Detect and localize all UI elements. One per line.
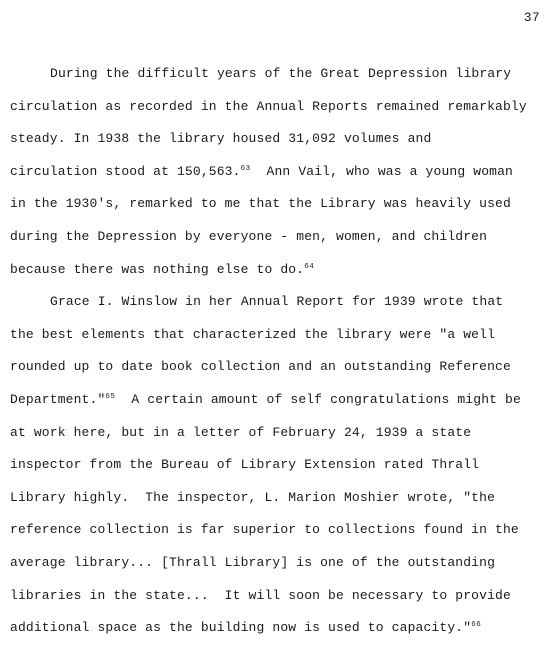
line-text: rounded up to date book collection and an outstanding Reference xyxy=(10,359,511,375)
text-line xyxy=(10,58,546,91)
line-text: Ann Vail, who was a young woman xyxy=(250,163,514,179)
line-text: during the Depression by everyone - men, women, and children xyxy=(10,228,488,244)
text-line xyxy=(10,254,546,287)
line-text: steady. In 1938 the library housed 31,092 volumes and xyxy=(10,131,432,147)
text-line xyxy=(10,482,546,515)
text-line xyxy=(10,286,546,319)
text-line xyxy=(10,514,546,547)
line-text: Grace I. Winslow in her Annual Report for 1939 wrote that xyxy=(50,294,504,310)
text-line xyxy=(10,319,546,352)
line-text: Department." xyxy=(10,391,106,407)
text-line xyxy=(10,384,546,417)
paragraph-winslow-report xyxy=(10,286,546,645)
footnote-marker: 63 xyxy=(240,164,251,173)
page-number: 37 xyxy=(523,10,540,25)
footnote-marker: 64 xyxy=(304,262,315,271)
text-line xyxy=(10,156,546,189)
line-text: the best elements that characterized the library were "a well xyxy=(10,326,496,342)
text-line xyxy=(10,417,546,450)
text-line xyxy=(10,449,546,482)
text-line xyxy=(10,351,546,384)
line-text: reference collection is far superior to collections found in the xyxy=(10,522,519,538)
paragraph-depression-circulation xyxy=(10,58,546,286)
text-line xyxy=(10,580,546,613)
text-line xyxy=(10,188,546,221)
footnote-marker: 65 xyxy=(105,392,116,401)
text-line xyxy=(10,221,546,254)
line-text: inspector from the Bureau of Library Extension rated Thrall xyxy=(10,457,480,473)
body-text xyxy=(10,58,546,645)
text-line xyxy=(10,612,546,645)
line-text: libraries in the state... It will soon be necessary to provide xyxy=(10,587,511,603)
line-text: in the 1930's, remarked to me that the Library was heavily used xyxy=(10,196,511,212)
line-text: A certain amount of self congratulations might be xyxy=(115,391,521,407)
text-line xyxy=(10,123,546,156)
line-text: circulation as recorded in the Annual Reports remained remarkably xyxy=(10,98,527,114)
text-line xyxy=(10,91,546,124)
footnote-marker: 66 xyxy=(471,621,482,630)
text-line xyxy=(10,547,546,580)
line-text: Library highly. The inspector, L. Marion Moshier wrote, "the xyxy=(10,489,496,505)
line-text: additional space as the building now is used to capacity." xyxy=(10,620,472,636)
line-text: During the difficult years of the Great Depression library xyxy=(50,66,512,81)
line-text: because there was nothing else to do. xyxy=(10,261,305,277)
line-text: average library... [Thrall Library] is one of the outstanding xyxy=(10,554,496,570)
line-text: circulation stood at 150,563. xyxy=(10,163,241,179)
line-text: at work here, but in a letter of February 24, 1939 a state xyxy=(10,424,472,440)
